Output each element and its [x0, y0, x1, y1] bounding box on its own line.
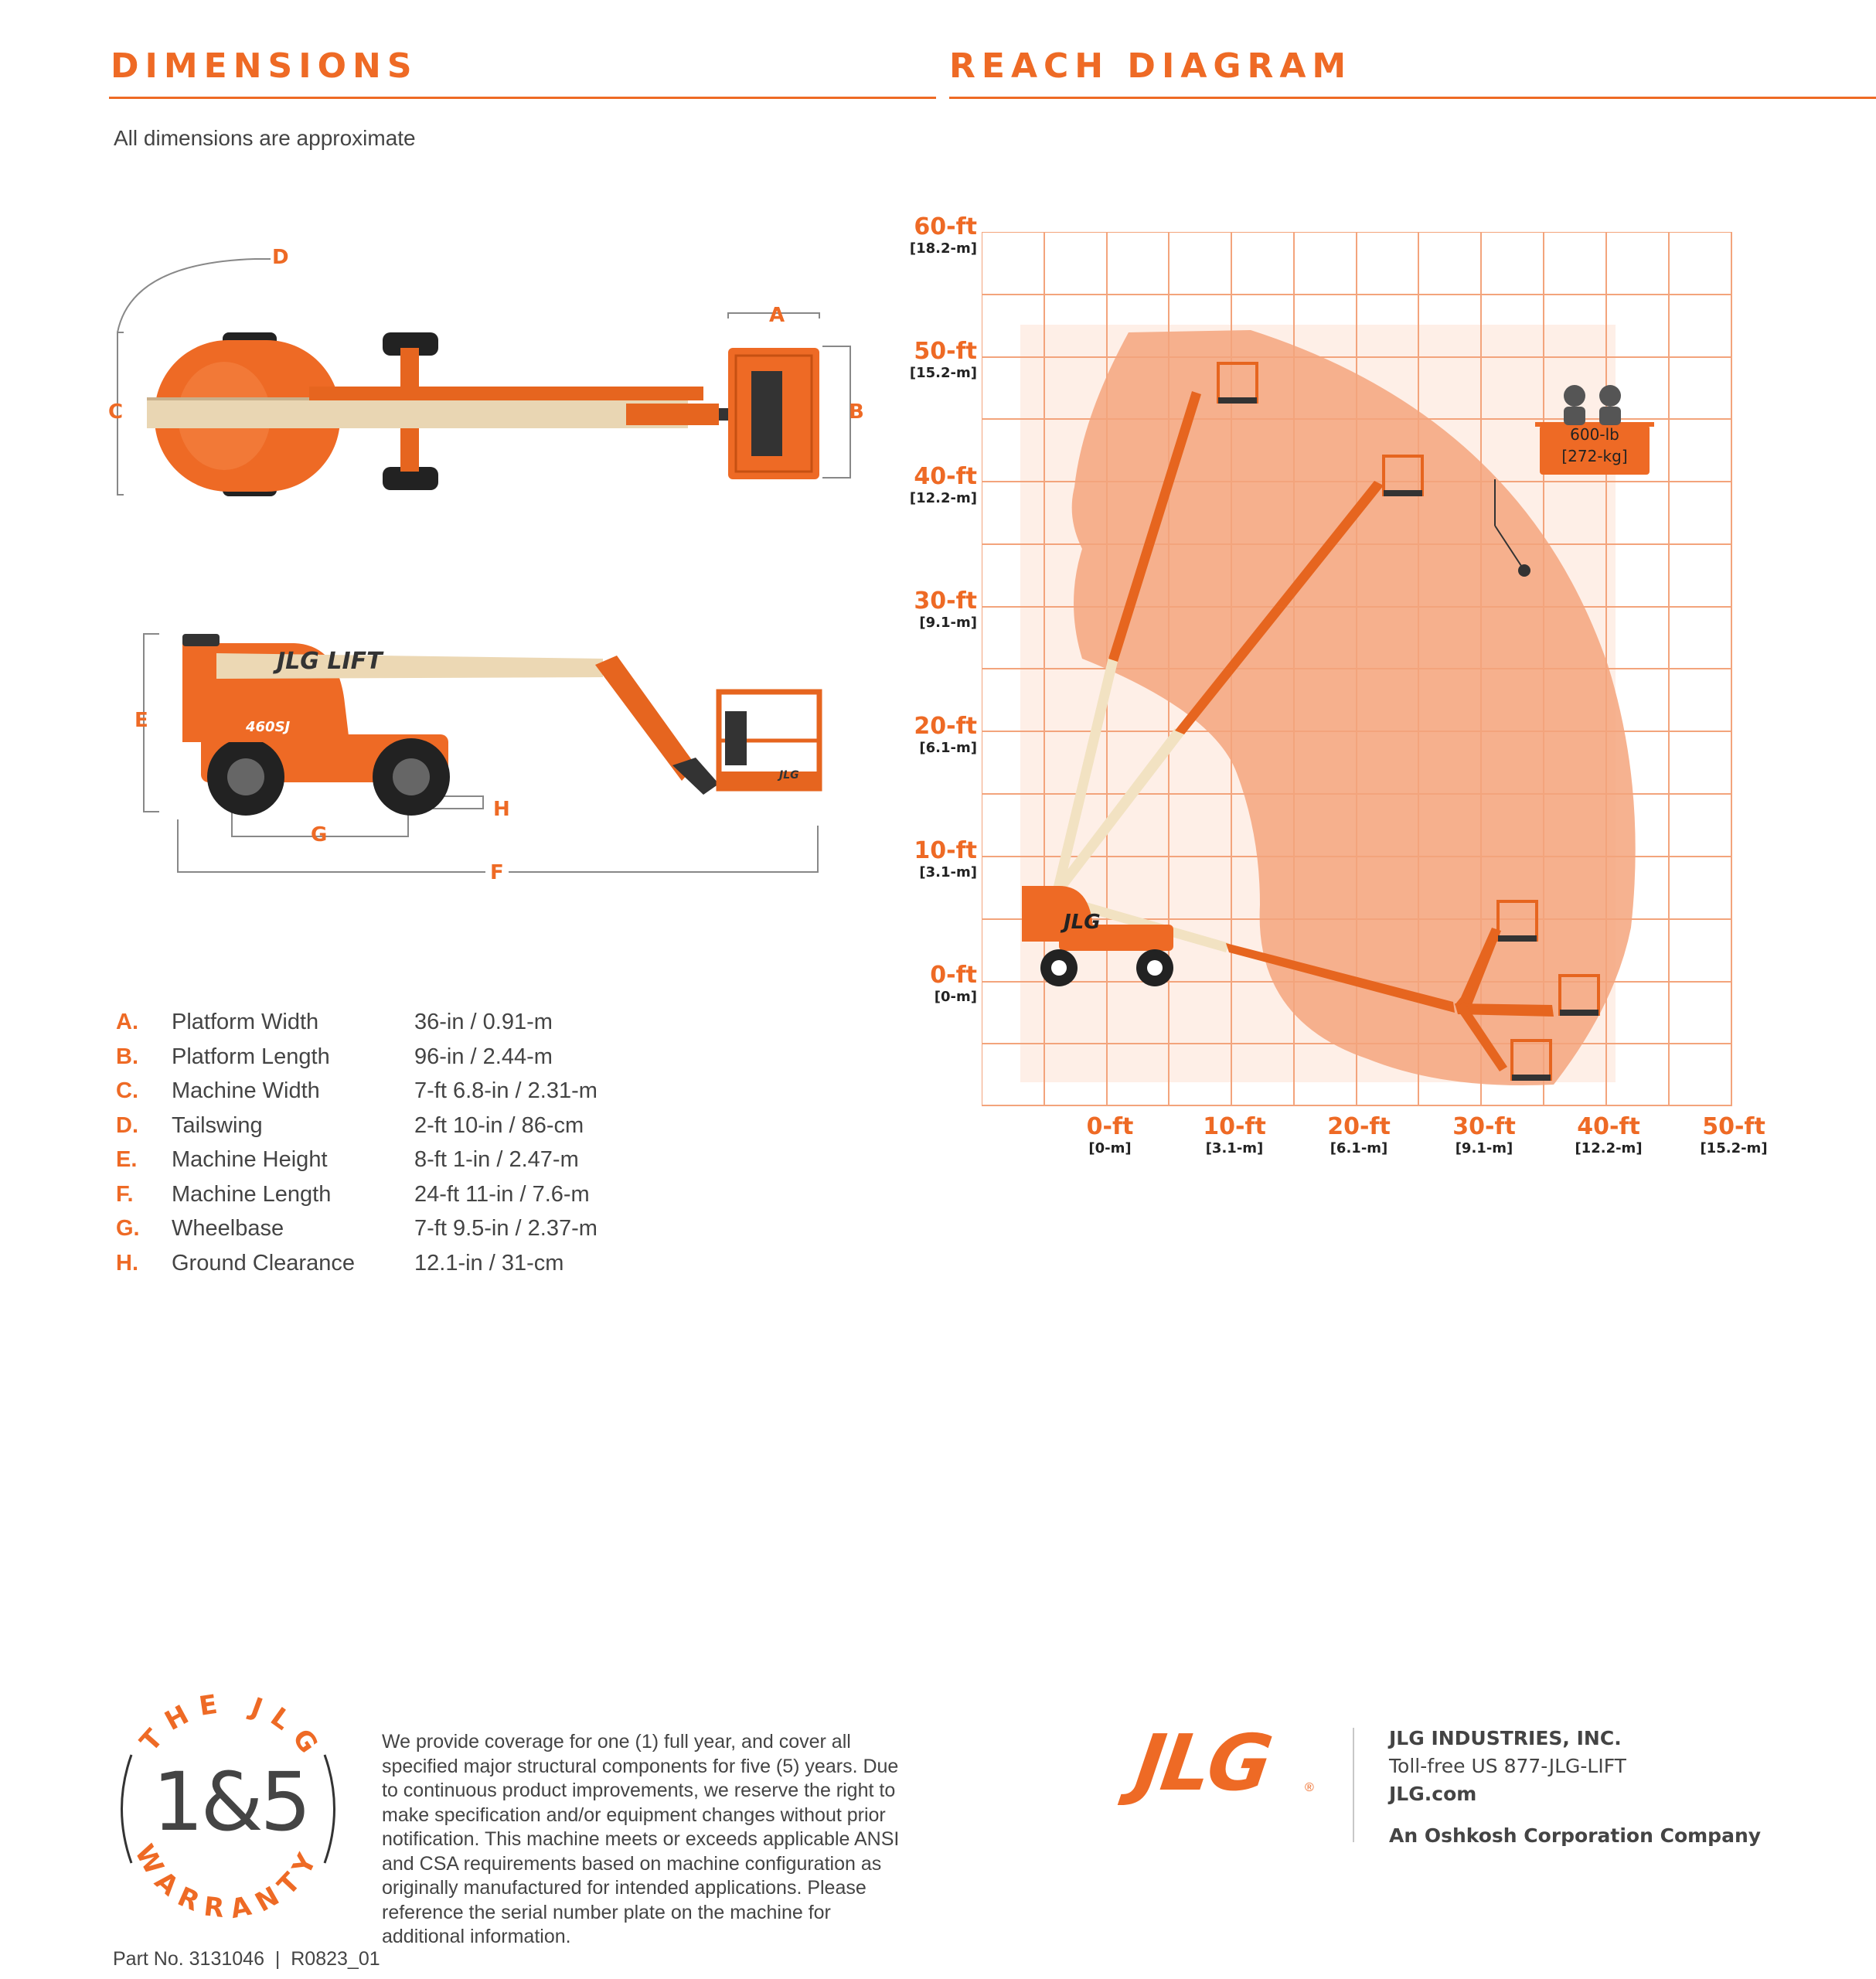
y-tick-m: [12.2-m]	[909, 490, 977, 506]
x-tick	[1064, 1113, 1156, 1156]
side-logo: JLG LIFT	[277, 648, 383, 675]
y-tick-ft: 20-ft	[914, 713, 977, 740]
spec-value: 8-ft 1-in / 2.47-m	[414, 1147, 579, 1172]
y-tick	[897, 837, 977, 881]
badge-top-text: THE JLG	[134, 1687, 330, 1768]
spec-name: Machine Height	[172, 1147, 328, 1172]
machine-top-view	[100, 232, 873, 510]
spec-name: Machine Width	[172, 1078, 320, 1103]
spec-letter: G.	[116, 1216, 140, 1241]
y-tick	[897, 463, 977, 506]
spec-name: Wheelbase	[172, 1216, 284, 1241]
reach-diagram-title: REACH DIAGRAM	[949, 46, 1353, 86]
company-parent: An Oshkosh Corporation Company	[1389, 1824, 1762, 1847]
reach-machine-logo: JLG	[1064, 911, 1101, 934]
spec-value: 96-in / 2.44-m	[414, 1044, 553, 1069]
y-tick-ft: 0-ft	[930, 962, 977, 989]
company-phone[interactable]: Toll-free US 877-JLG-LIFT	[1389, 1755, 1626, 1777]
dimensions-subtitle: All dimensions are approximate	[114, 126, 416, 150]
machine-side-view	[131, 618, 843, 897]
reach-diagram	[982, 232, 1739, 1113]
y-tick-m: [0-m]	[934, 989, 977, 1005]
reach-diagram-rule	[949, 97, 1876, 99]
spec-letter: H.	[116, 1251, 138, 1276]
spec-name: Platform Length	[172, 1044, 330, 1069]
spec-name: Machine Length	[172, 1182, 332, 1207]
warranty-text: We provide coverage for one (1) full year, and cover all specified major structural components for five (5) years. Due to continuous product improvements, we reserve the right to make specification and/or equipment changes without prior notification. This machine meets or exceeds applicable ANSI and CSA requirements based on machine configuration as originally manufactured for intended applications. Please reference the serial number plate on the machine for additional information.	[382, 1731, 900, 1947]
spec-name: Tailswing	[172, 1113, 263, 1138]
model-decal: 460SJ	[246, 719, 291, 735]
y-tick	[897, 588, 977, 631]
capacity-pointer-dot	[1518, 564, 1530, 577]
dim-label-b: B	[849, 400, 864, 424]
y-tick-ft: 10-ft	[914, 837, 977, 864]
x-tick-m: [9.1-m]	[1455, 1140, 1513, 1156]
y-tick-m: [15.2-m]	[909, 365, 977, 381]
x-tick-m: [12.2-m]	[1575, 1140, 1643, 1156]
x-tick	[1313, 1113, 1405, 1156]
basket-logo: JLG	[779, 769, 799, 782]
dim-label-f: F	[485, 861, 509, 884]
y-tick-m: [9.1-m]	[919, 615, 977, 631]
y-tick-m: [18.2-m]	[909, 240, 977, 257]
spec-letter: A.	[116, 1010, 138, 1034]
boom-side	[216, 653, 603, 679]
dimensions-title: DIMENSIONS	[111, 46, 418, 86]
worker-icon	[1599, 385, 1621, 407]
company-website-link[interactable]: JLG.com	[1389, 1783, 1477, 1805]
y-tick-m: [3.1-m]	[919, 864, 977, 881]
spec-letter: B.	[116, 1044, 138, 1069]
x-tick-ft: 0-ft	[1086, 1113, 1134, 1140]
badge-bottom-text: WARRANTY	[128, 1839, 327, 1926]
spec-letter: D.	[116, 1113, 138, 1138]
dim-label-e: E	[134, 709, 148, 732]
company-divider	[1353, 1728, 1354, 1842]
x-tick-ft: 50-ft	[1702, 1113, 1765, 1140]
spec-letter: E.	[116, 1147, 138, 1172]
company-name: JLG INDUSTRIES, INC.	[1389, 1727, 1622, 1749]
worker-icon	[1564, 385, 1585, 407]
spec-name: Ground Clearance	[172, 1251, 355, 1276]
capacity-label	[1540, 424, 1650, 467]
y-tick-ft: 60-ft	[914, 213, 977, 240]
x-tick-m: [0-m]	[1088, 1140, 1132, 1156]
dim-label-a: A	[769, 304, 785, 327]
y-tick-ft: 30-ft	[914, 588, 977, 615]
dim-label-h: H	[493, 798, 510, 821]
tailswing-arc	[117, 259, 271, 332]
spec-name: Platform Width	[172, 1010, 319, 1034]
spec-value: 7-ft 9.5-in / 2.37-m	[414, 1216, 598, 1241]
x-tick	[1562, 1113, 1655, 1156]
badge-number: 1&5	[152, 1755, 308, 1849]
logo-registered-mark: ®	[1305, 1781, 1314, 1794]
x-tick	[1687, 1113, 1780, 1156]
y-tick-ft: 40-ft	[914, 463, 977, 490]
x-tick-ft: 10-ft	[1203, 1113, 1266, 1140]
y-tick	[897, 713, 977, 756]
y-tick-ft: 50-ft	[914, 338, 977, 365]
x-tick	[1188, 1113, 1281, 1156]
dim-label-c: C	[108, 400, 124, 424]
y-tick	[897, 213, 977, 257]
spec-letter: F.	[116, 1182, 134, 1207]
x-tick-m: [6.1-m]	[1330, 1140, 1388, 1156]
dim-label-g: G	[311, 823, 328, 846]
dim-label-d: D	[272, 246, 289, 269]
spec-value: 7-ft 6.8-in / 2.31-m	[414, 1078, 598, 1103]
boom	[147, 400, 688, 428]
spec-letter: C.	[116, 1078, 138, 1103]
x-tick-ft: 40-ft	[1577, 1113, 1640, 1140]
y-tick	[897, 962, 977, 1005]
capacity-lb: 600-lb	[1570, 425, 1619, 444]
y-tick-m: [6.1-m]	[919, 740, 977, 756]
jlg-logo: JLG	[1129, 1718, 1275, 1808]
part-number: Part No. 3131046 | R0823_01	[113, 1948, 380, 1970]
dimensions-rule	[109, 97, 936, 99]
x-tick-ft: 20-ft	[1327, 1113, 1391, 1140]
x-tick-m: [15.2-m]	[1700, 1140, 1768, 1156]
spec-value: 24-ft 11-in / 7.6-m	[414, 1182, 590, 1207]
spec-value: 12.1-in / 31-cm	[414, 1251, 564, 1276]
y-tick	[897, 338, 977, 381]
x-tick	[1438, 1113, 1530, 1156]
spec-value: 2-ft 10-in / 86-cm	[414, 1113, 584, 1138]
capacity-kg: [272-kg]	[1561, 447, 1628, 465]
x-tick-m: [3.1-m]	[1205, 1140, 1264, 1156]
spec-value: 36-in / 0.91-m	[414, 1010, 553, 1034]
x-tick-ft: 30-ft	[1452, 1113, 1516, 1140]
